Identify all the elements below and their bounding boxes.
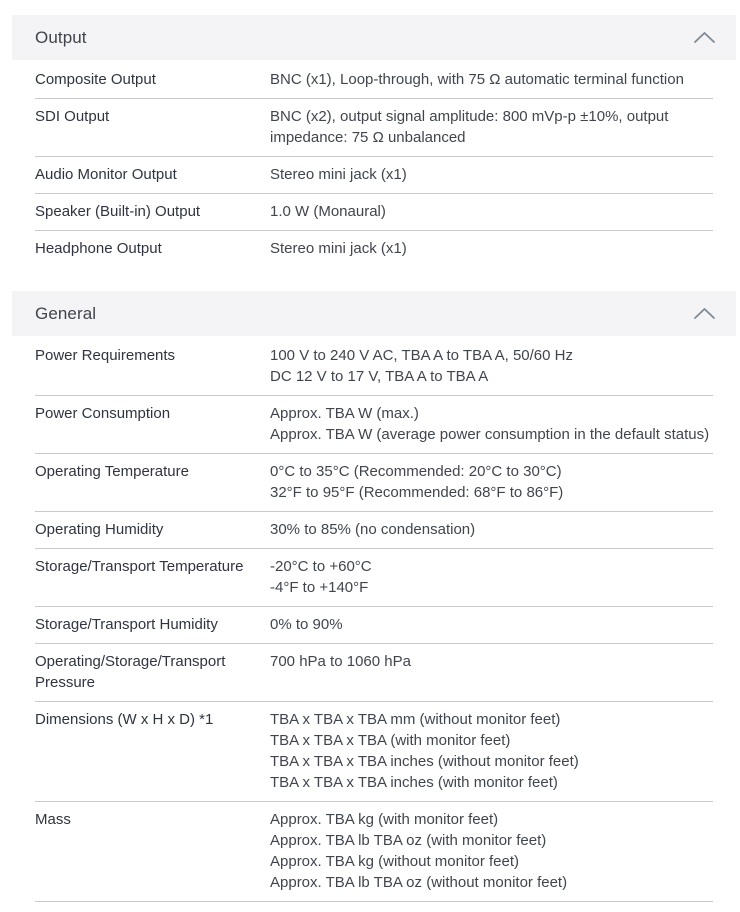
section-title: Output: [35, 27, 87, 47]
value-line: Approx. TBA lb TBA oz (with monitor feet): [270, 832, 547, 849]
row-value: [270, 809, 713, 893]
table-row: [35, 231, 713, 267]
table-row: [35, 702, 713, 802]
row-value: [270, 403, 713, 445]
value-line: TBA x TBA x TBA inches (with monitor feet): [270, 774, 558, 791]
row-value: [270, 345, 713, 387]
section-header[interactable]: [12, 15, 736, 60]
value-line: DC 12 V to 17 V, TBA A to TBA A: [270, 368, 489, 385]
row-value: [270, 519, 713, 540]
table-row: [35, 157, 713, 194]
row-label: SDI Output: [35, 108, 110, 125]
row-label: Operating/Storage/Transport Pressure: [35, 653, 226, 691]
value-line: -4°F to +140°F: [270, 579, 369, 596]
value-line: 100 V to 240 V AC, TBA A to TBA A, 50/60 Hz: [270, 347, 573, 364]
row-label: Operating Humidity: [35, 521, 164, 538]
value-line: 1.0 W (Monaural): [270, 203, 386, 220]
value-line: Stereo mini jack (x1): [270, 166, 407, 183]
chevron-up-icon[interactable]: [693, 307, 716, 320]
row-label: Speaker (Built-in) Output: [35, 203, 201, 220]
row-value: [270, 106, 713, 148]
value-line: 0°C to 35°C (Recommended: 20°C to 30°C): [270, 463, 562, 480]
value-line: Approx. TBA kg (with monitor feet): [270, 811, 499, 828]
row-label: Storage/Transport Humidity: [35, 616, 218, 633]
value-line: BNC (x1), Loop-through, with 75 Ω automatic terminal function: [270, 71, 684, 88]
value-line: TBA x TBA x TBA mm (without monitor feet): [270, 711, 561, 728]
row-value: [270, 614, 713, 635]
row-value: [270, 238, 713, 259]
spec-section: [12, 291, 736, 902]
row-value: [270, 164, 713, 185]
value-line: Approx. TBA lb TBA oz (without monitor feet): [270, 874, 568, 891]
value-line: 700 hPa to 1060 hPa: [270, 653, 411, 670]
section-rows: [12, 62, 736, 267]
row-value: [270, 461, 713, 503]
value-line: Stereo mini jack (x1): [270, 240, 407, 257]
value-line: Approx. TBA W (max.): [270, 405, 419, 422]
chevron-up-icon[interactable]: [693, 31, 716, 44]
table-row: [35, 62, 713, 99]
row-label: Power Consumption: [35, 405, 171, 422]
row-label: Headphone Output: [35, 240, 162, 257]
value-line: 30% to 85% (no condensation): [270, 521, 476, 538]
value-line: 32°F to 95°F (Recommended: 68°F to 86°F): [270, 484, 564, 501]
row-label: Operating Temperature: [35, 463, 189, 480]
table-row: [35, 607, 713, 644]
table-row: [35, 99, 713, 157]
row-label: Dimensions (W x H x D) *1: [35, 711, 214, 728]
value-line: TBA x TBA x TBA (with monitor feet): [270, 732, 511, 749]
spec-section: [12, 15, 736, 267]
table-row: [35, 454, 713, 512]
table-row: [35, 194, 713, 231]
value-line: 0% to 90%: [270, 616, 343, 633]
table-row: [35, 549, 713, 607]
row-label: Audio Monitor Output: [35, 166, 177, 183]
section-header[interactable]: [12, 291, 736, 336]
row-label: Power Requirements: [35, 347, 176, 364]
value-line: -20°C to +60°C: [270, 558, 372, 575]
specifications-accordion: [12, 15, 736, 902]
row-label: Composite Output: [35, 71, 156, 88]
table-row: [35, 338, 713, 396]
value-line: Approx. TBA kg (without monitor feet): [270, 853, 520, 870]
section-rows: [12, 338, 736, 902]
value-line: Approx. TBA W (average power consumption in the default status): [270, 426, 710, 443]
row-value: [270, 709, 713, 793]
table-row: [35, 644, 713, 702]
table-row: [35, 512, 713, 549]
row-value: [270, 69, 713, 90]
value-line: TBA x TBA x TBA inches (without monitor feet): [270, 753, 579, 770]
value-line: BNC (x2), output signal amplitude: 800 mVp-p ±10%, output impedance: 75 Ω unbalanced: [270, 108, 669, 146]
section-title: General: [35, 303, 97, 323]
row-value: [270, 556, 713, 598]
row-label: Mass: [35, 811, 71, 828]
row-value: [270, 201, 713, 222]
row-value: [270, 651, 713, 672]
row-label: Storage/Transport Temperature: [35, 558, 244, 575]
table-row: [35, 396, 713, 454]
table-row: [35, 802, 713, 902]
